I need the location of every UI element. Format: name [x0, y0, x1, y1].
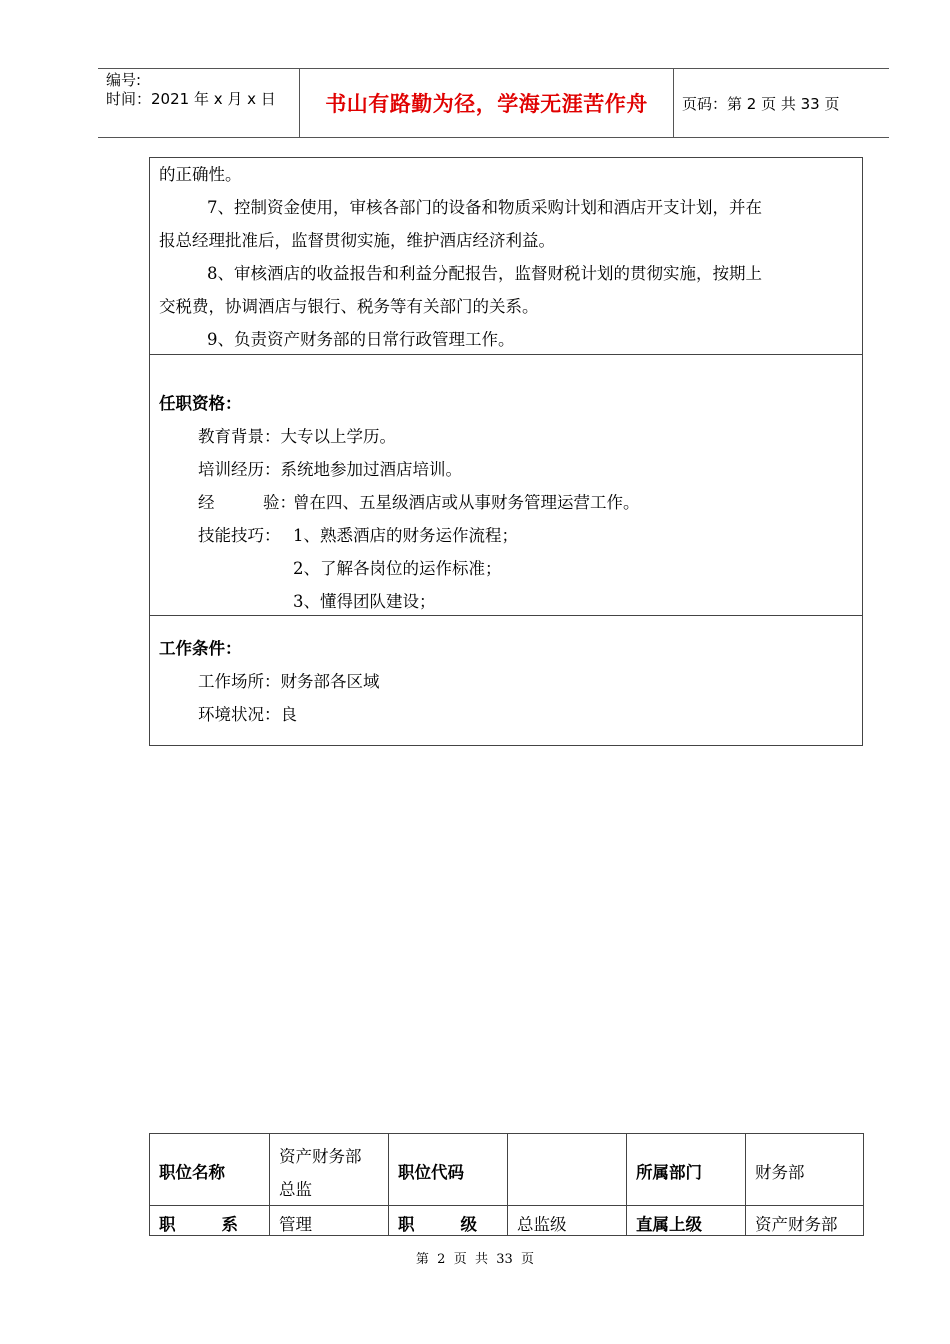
department-value: 财务部 [755, 1163, 805, 1182]
skill-item-2: 2、了解各岗位的运作标准； [293, 559, 502, 578]
job-description-table [149, 157, 863, 746]
skill-item-3: 3、懂得团队建设； [293, 592, 436, 611]
duty-continuation: 的正确性。 [159, 165, 242, 184]
job-grade-value: 总监级 [517, 1215, 567, 1234]
doc-number-label: 编号: [106, 71, 142, 89]
duty-item-9: 9、负责资产财务部的日常行政管理工作。 [207, 330, 515, 349]
header-motto: 书山有路勤为径，学海无涯苦作舟 [325, 92, 648, 116]
position-code-label: 职位代码 [398, 1163, 464, 1182]
direct-superior-label: 直属上级 [636, 1215, 702, 1234]
header-meta [106, 71, 276, 109]
column-divider [745, 1134, 746, 1235]
work-environment: 环境状况：良 [198, 705, 297, 724]
education-background: 教育背景：大专以上学历。 [198, 427, 396, 446]
experience-value: 曾在四、五星级酒店或从事财务管理运营工作。 [293, 493, 640, 512]
job-grade-label: 职 级 [398, 1215, 477, 1234]
direct-superior-value: 资产财务部 [755, 1215, 838, 1234]
skills-label: 技能技巧： [198, 526, 281, 545]
duty-item-8-line-2: 交税费，协调酒店与银行、税务等有关部门的关系。 [159, 297, 539, 316]
position-name-label: 职位名称 [159, 1163, 225, 1182]
department-label: 所属部门 [636, 1163, 702, 1182]
duty-item-7-line-1: 7、控制资金使用，审核各部门的设备和物质采购计划和酒店开支计划，并在 [207, 198, 762, 217]
column-divider [388, 1134, 389, 1235]
header-page-number: 页码：第 2 页 共 33 页 [682, 95, 840, 113]
conditions-title: 工作条件： [159, 639, 242, 658]
position-name-value-line-1: 资产财务部 [279, 1147, 362, 1166]
page-header [98, 68, 889, 138]
page-footer: 第 2 页 共 33 页 [415, 1252, 535, 1267]
qualifications-title: 任职资格： [159, 394, 242, 413]
training-experience: 培训经历：系统地参加过酒店培训。 [198, 460, 462, 479]
experience-label-suffix: 验： [263, 493, 296, 512]
date-label: 时间：2021 年 x 月 x 日 [106, 90, 276, 108]
work-location: 工作场所：财务部各区域 [198, 672, 380, 691]
section-divider [150, 615, 862, 616]
column-divider [626, 1134, 627, 1235]
duty-item-8-line-1: 8、审核酒店的收益报告和利益分配报告，监督财税计划的贯彻实施，按期上 [207, 264, 762, 283]
job-series-label: 职 系 [159, 1215, 238, 1234]
section-divider [150, 354, 862, 355]
position-name-value-line-2: 总监 [279, 1180, 312, 1199]
duty-item-7-line-2: 报总经理批准后，监督贯彻实施，维护酒店经济利益。 [159, 231, 555, 250]
column-divider [507, 1134, 508, 1235]
skill-item-1: 1、熟悉酒店的财务运作流程； [293, 526, 518, 545]
column-divider [269, 1134, 270, 1235]
experience-label: 经 [198, 493, 215, 512]
header-divider [673, 69, 674, 137]
job-series-value: 管理 [279, 1215, 312, 1234]
position-info-table [149, 1133, 864, 1236]
row-divider [150, 1205, 863, 1206]
